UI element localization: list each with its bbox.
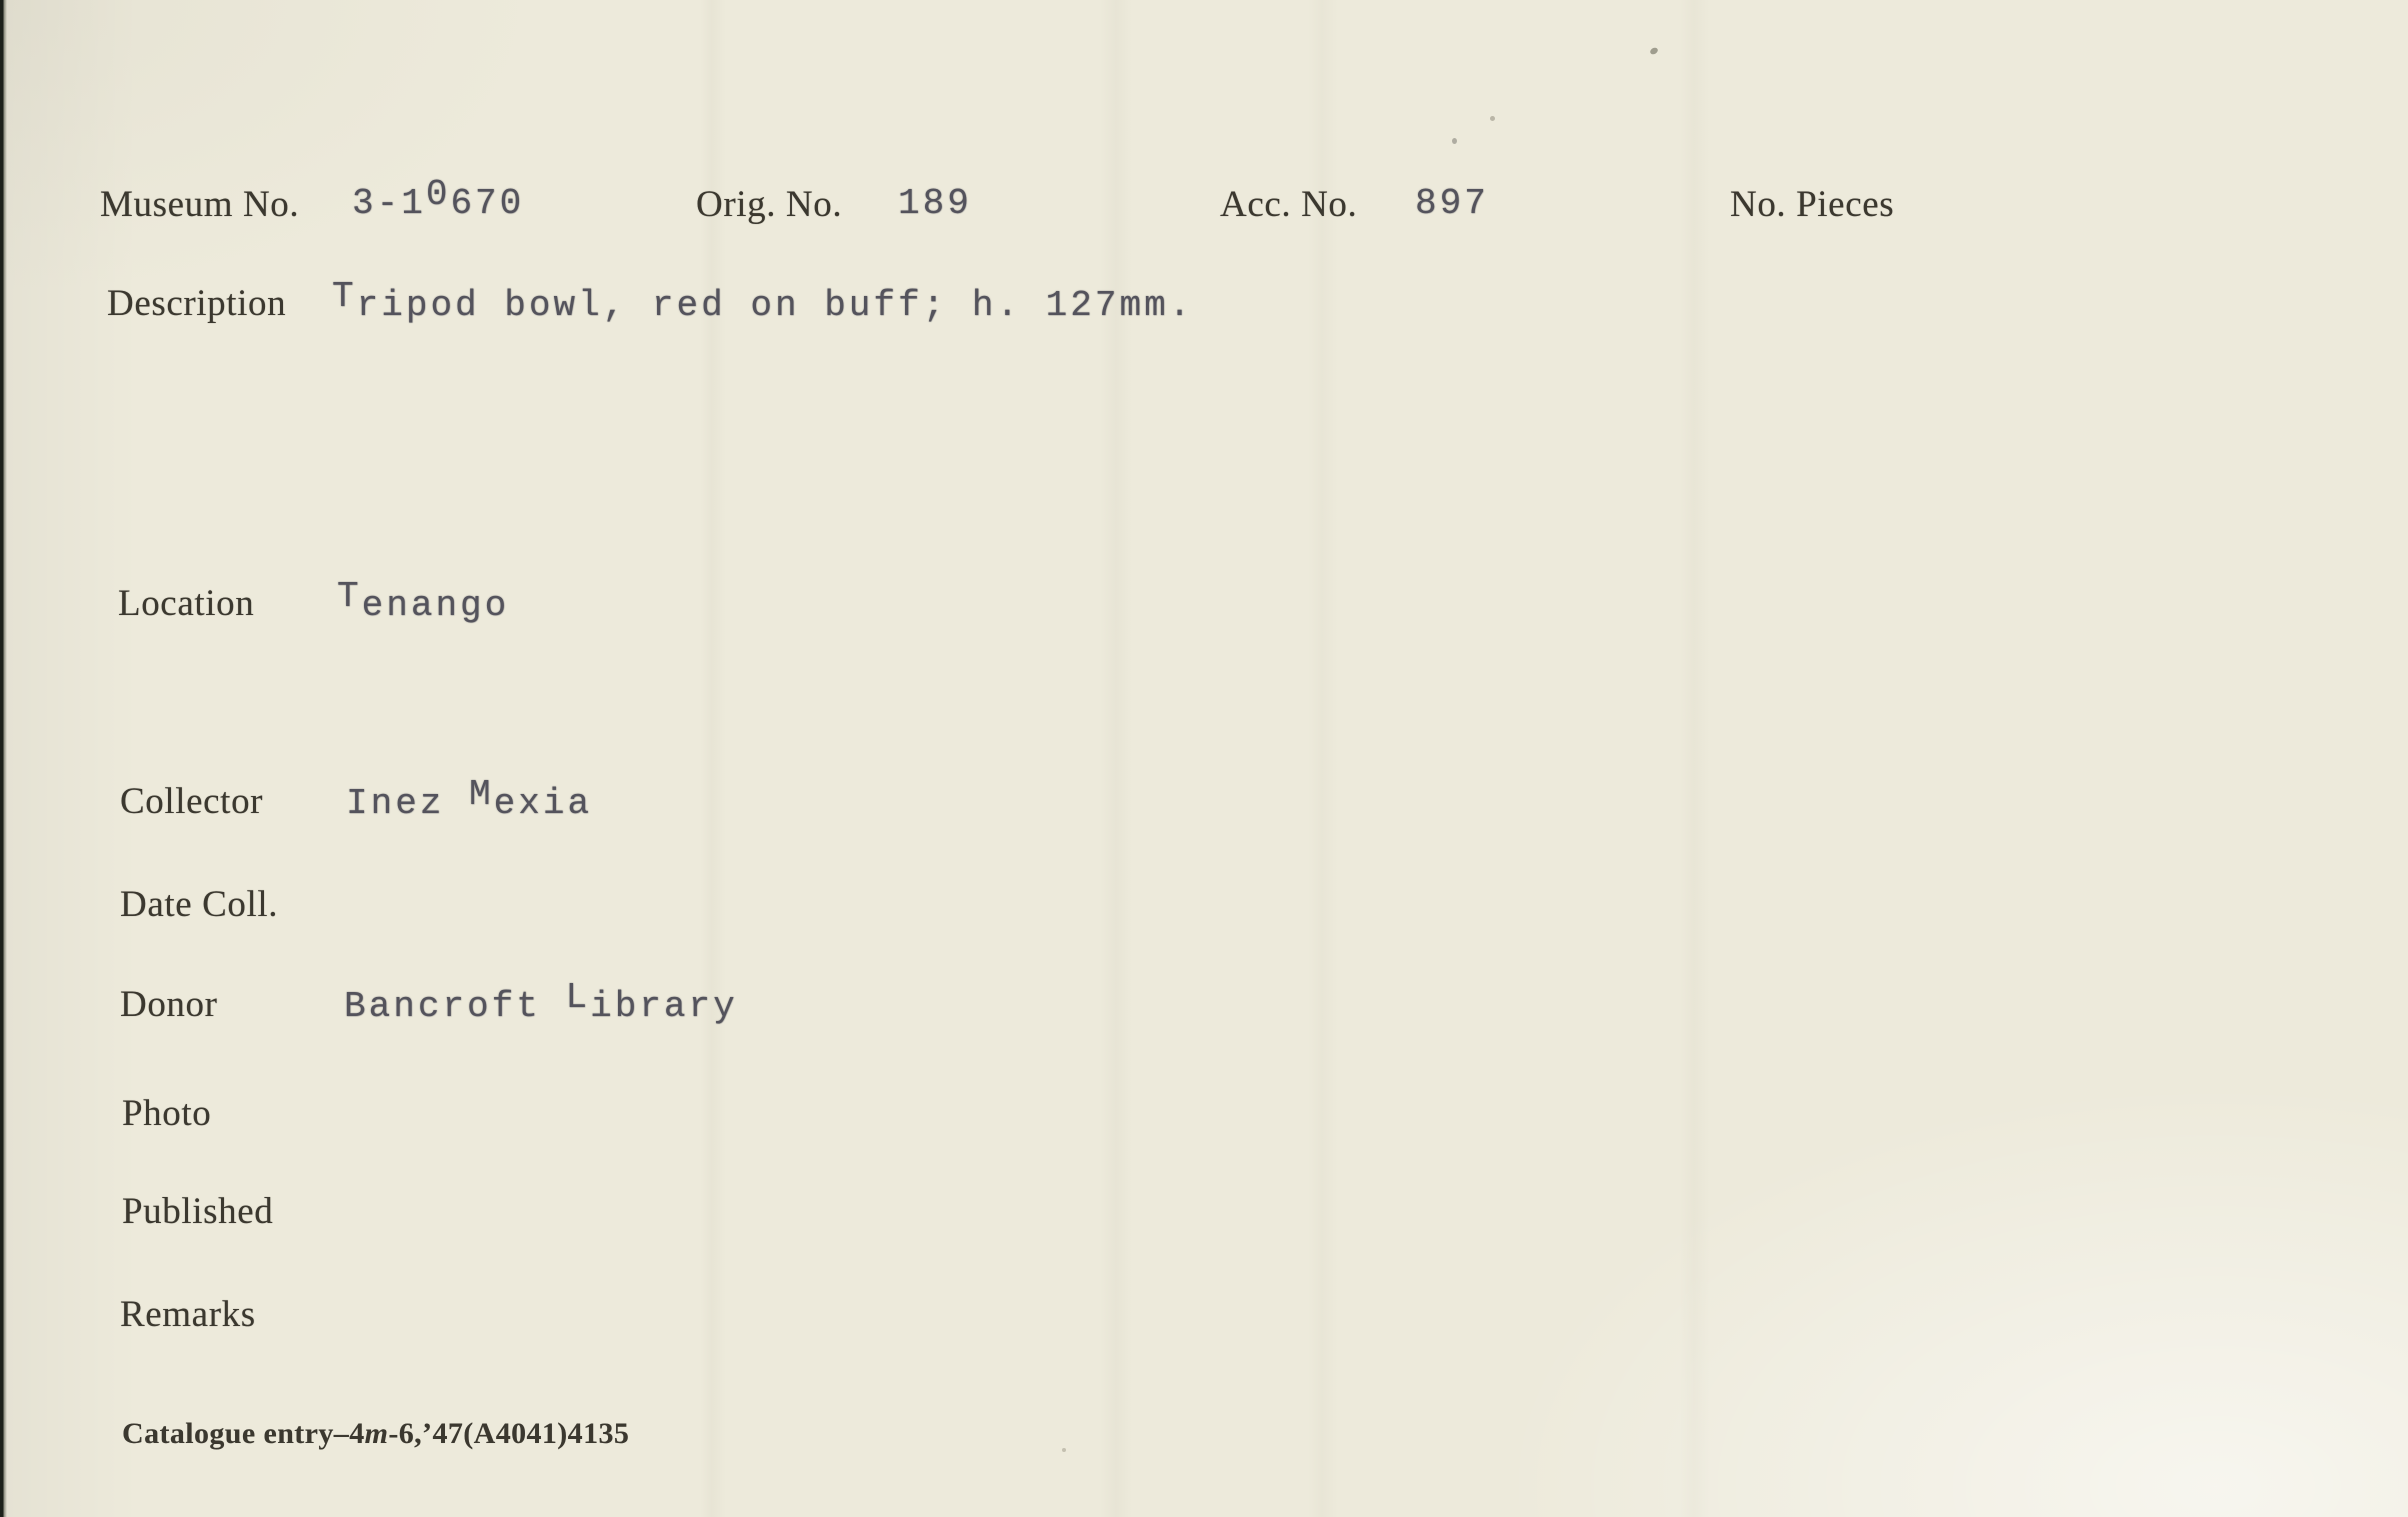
- orig-no-value: 189: [898, 183, 972, 224]
- collector-label: Collector: [120, 781, 264, 822]
- paper-speck: [1490, 116, 1495, 121]
- catalogue-entry-line: [122, 1417, 629, 1451]
- catalogue-entry-italic-m: m: [364, 1417, 389, 1450]
- paper-speck: [1649, 46, 1659, 55]
- description-value: Tripod bowl, red on buff; h. 127mm.: [332, 276, 1194, 326]
- catalogue-entry-suffix: -6,’47(A4041)4135: [388, 1417, 630, 1450]
- location-value: Tenango: [337, 576, 510, 626]
- collector-value: Inez Mexia: [346, 774, 593, 824]
- museum-no-label: Museum No.: [100, 184, 300, 225]
- acc-no-label: Acc. No.: [1220, 184, 1358, 225]
- paper-speck: [1062, 1448, 1066, 1452]
- acc-no-value: 897: [1415, 183, 1489, 224]
- location-label: Location: [118, 583, 255, 624]
- orig-no-label: Orig. No.: [696, 184, 843, 225]
- donor-label: Donor: [120, 984, 218, 1025]
- published-label: Published: [122, 1191, 274, 1232]
- description-label: Description: [107, 283, 287, 324]
- donor-value: Bancroft Library: [344, 977, 738, 1027]
- catalogue-entry-prefix: Catalogue entry–4: [122, 1417, 365, 1450]
- photo-label: Photo: [122, 1093, 212, 1134]
- remarks-label: Remarks: [120, 1294, 256, 1335]
- scan-edge-left: [0, 0, 7, 1517]
- museum-no-value: 3-10670: [352, 174, 525, 224]
- no-pieces-label: No. Pieces: [1730, 184, 1895, 225]
- date-coll-label: Date Coll.: [120, 884, 279, 925]
- paper-speck: [1452, 138, 1457, 144]
